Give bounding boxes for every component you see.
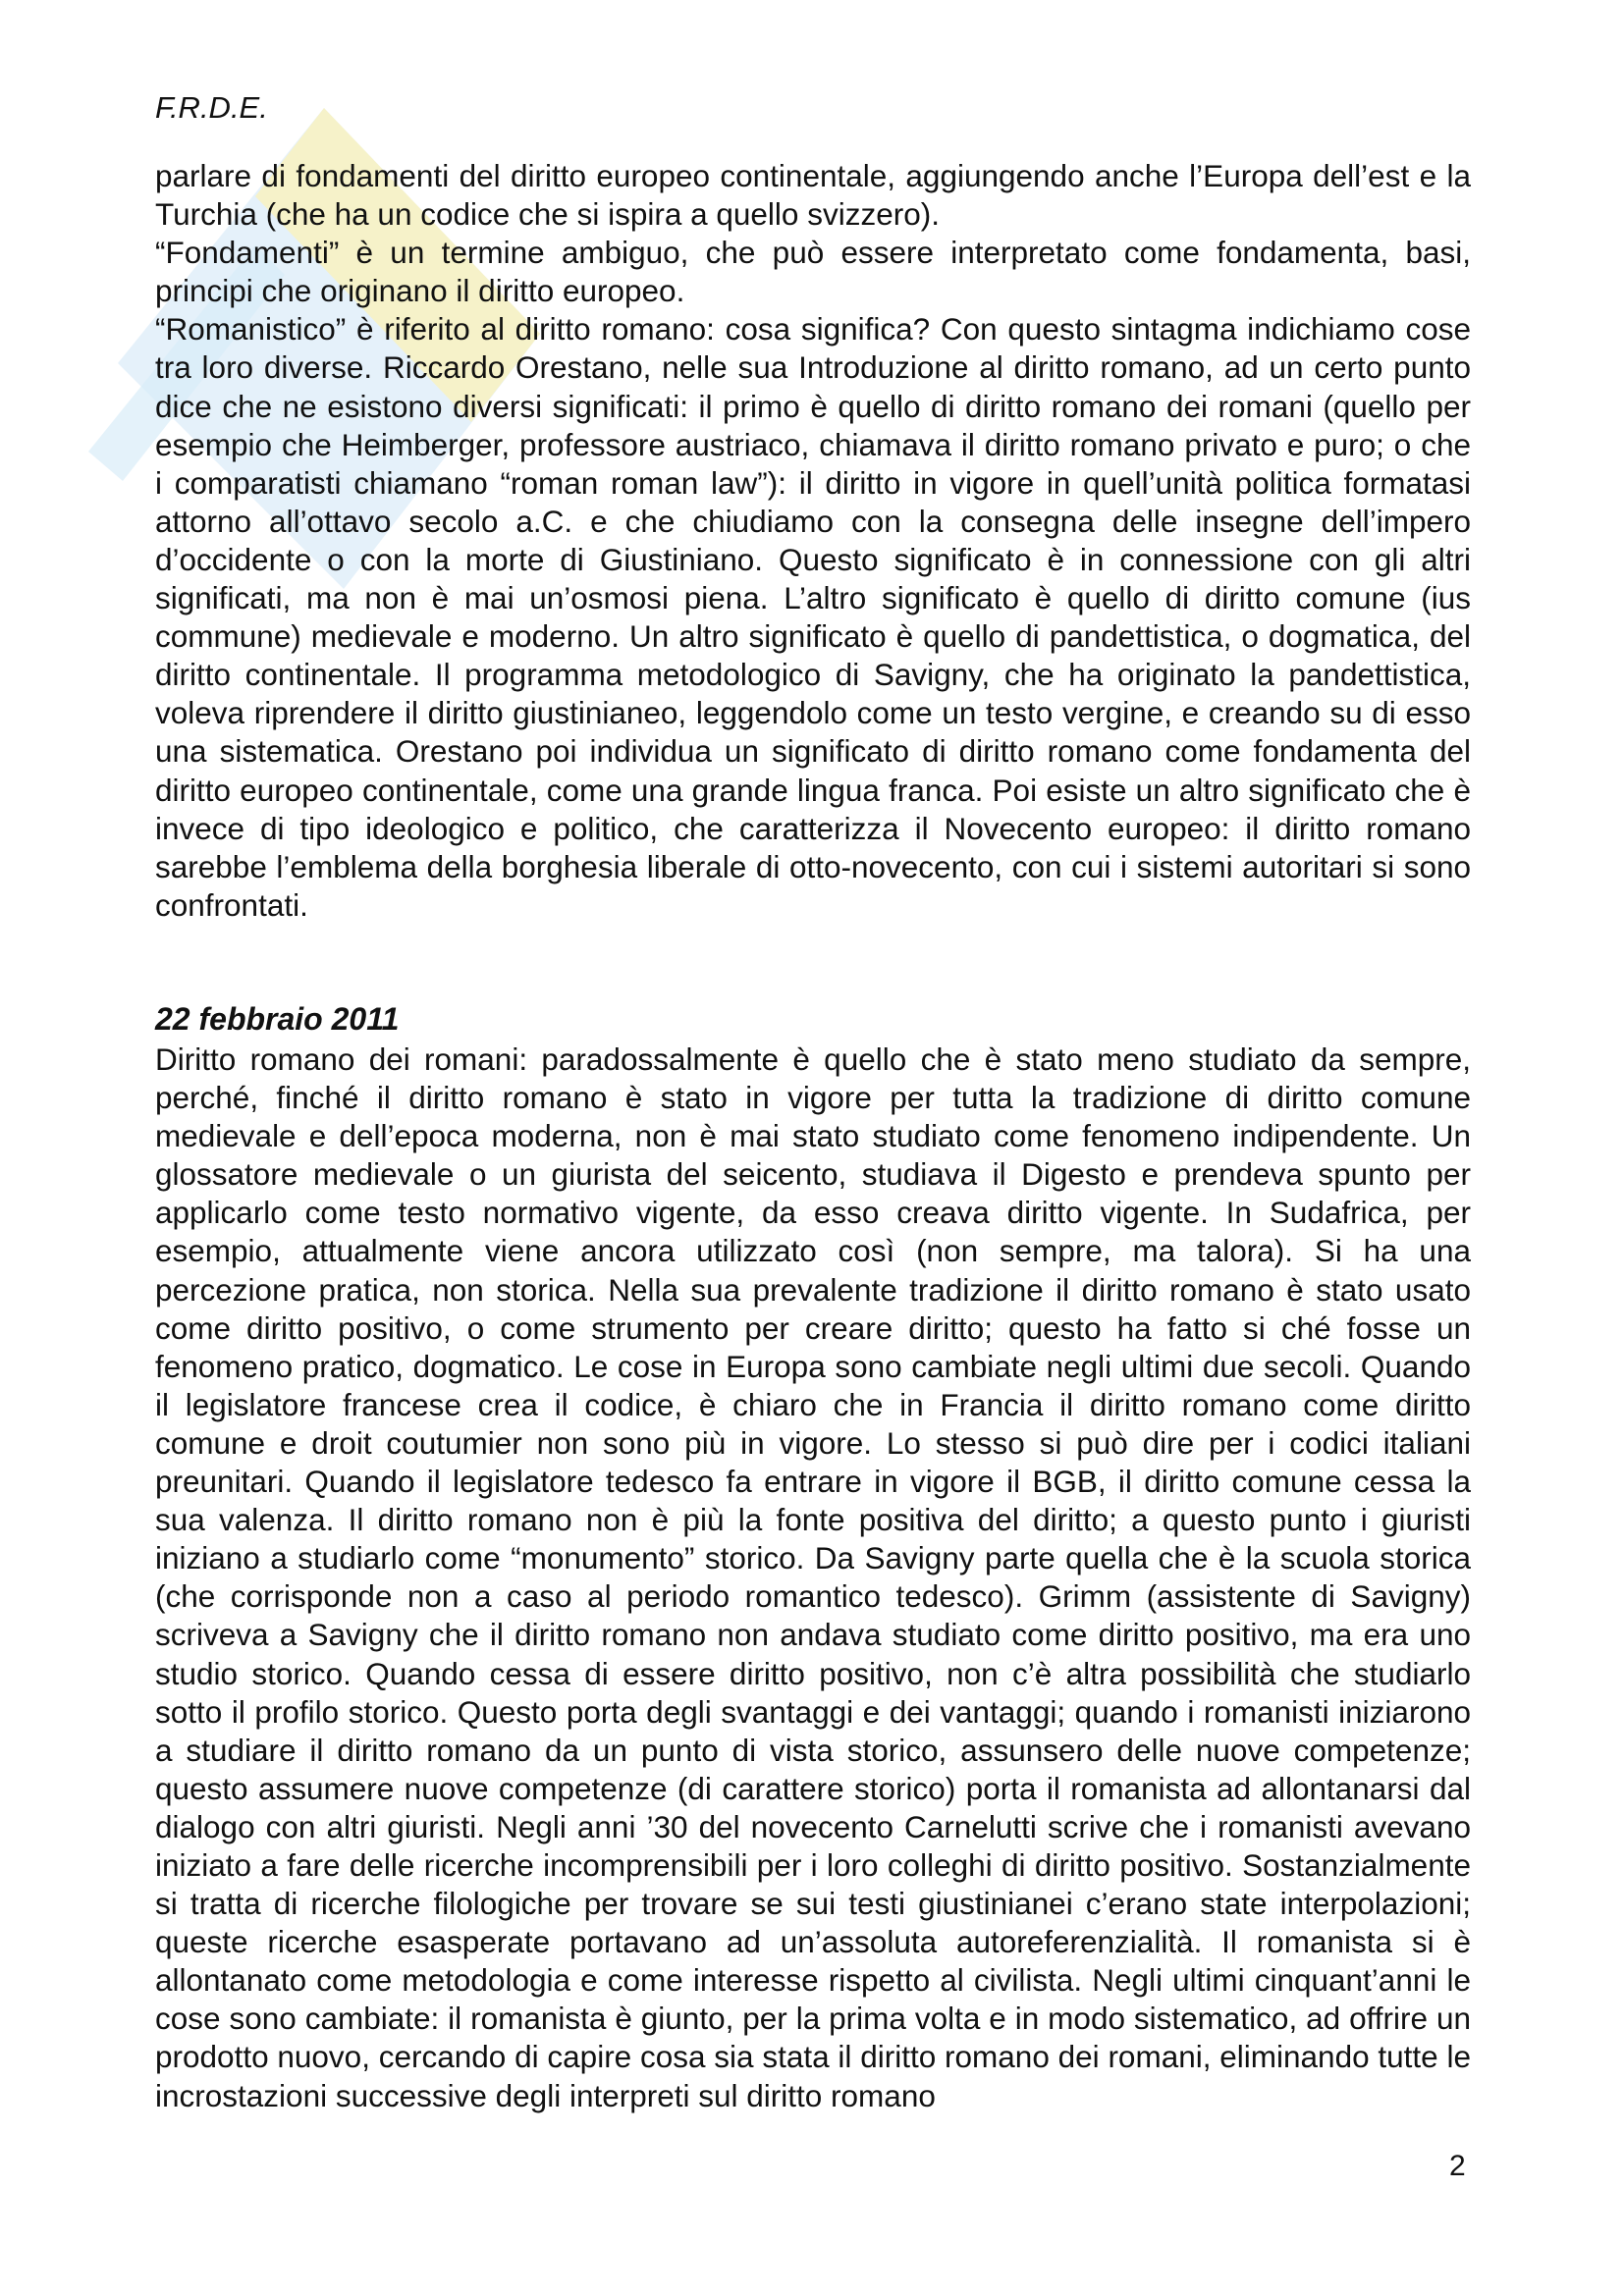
- paragraph: parlare di fondamenti del diritto europeo continentale, aggiungendo anche l’Europa dell’est e la Turchia (che ha un codice che si ispira a quello svizzero).: [155, 158, 1471, 233]
- paragraph: Diritto romano dei romani: paradossalmente è quello che è stato meno studiato da sempre, perché, finché il diritto romano è stato in vigore per tutta la tradizione di diritto comune medievale e dell’epoca moderna, non è mai stato studiato come fenomeno indipendente. Un glossatore medievale o un giurista del seicento, studiava il Digesto e prendeva spunto per applicarlo come testo normativo vigente, da esso creava diritto vigente. In Sudafrica, per esempio, attualmente viene ancora utilizzato così (non sempre, ma talora). Si ha una percezione pratica, non storica. Nella sua prevalente tradizione il diritto romano è stato usato come diritto positivo, o come strumento per creare diritto; questo ha fatto si ché fosse un fenomeno pratico, dogmatico. Le cose in Europa sono cambiate negli ultimi due secoli. Quando il legislatore francese crea il codice, è chiaro che in Francia il diritto romano come diritto comune e droit coutumier non sono più in vigore. Lo stesso si può dire per i codici italiani preunitari. Quando il legislatore tedesco fa entrare in vigore il BGB, il diritto comune cessa la sua valenza. Il diritto romano non è più la fonte positiva del diritto; a questo punto i giuristi iniziano a studiarlo come “monumento” storico. Da Savigny parte quella che è la scuola storica (che corrisponde non a caso al periodo romantico tedesco). Grimm (assistente di Savigny) scriveva a Savigny che il diritto romano non andava studiato come diritto positivo, ma era uno studio storico. Quando cessa di essere diritto positivo, non c’è altra possibilità che studiarlo sotto il profilo storico. Questo porta degli svantaggi e dei vantaggi; quando i romanisti iniziarono a studiare il diritto romano da un punto di vista storico, assunsero delle nuove competenze; questo assumere nuove competenze (di carattere storico) porta il romanista ad allontanarsi dal dialogo con altri giuristi. Negli anni ’30 del novecento Carnelutti scrive che i romanisti avevano iniziato a fare delle ricerche incomprensibili per i loro colleghi di diritto positivo. Sostanzialmente si tratta di ricerche filologiche per trovare se sui testi giustinianei c’erano state interpolazioni; queste ricerche esasperate portavano ad un’assoluta autoreferenzialità. Il romanista si è allontanato come metodologia e come interesse rispetto al civilista. Negli ultimi cinquant’anni le cose sono cambiate: il romanista è giunto, per la prima volta e in modo sistematico, ad offrire un prodotto nuovo, cercando di capire cosa sia stata il diritto romano dei romani, eliminando tutte le incrostazioni successive degli interpreti sul diritto romano: [155, 1041, 1471, 2113]
- date-heading: 22 febbraio 2011: [155, 1001, 400, 1037]
- text-block-lecture: [155, 1041, 1471, 2115]
- document-header: F.R.D.E.: [155, 90, 268, 125]
- page-number: 2: [1449, 2150, 1466, 2182]
- paragraph: “Romanistico” è riferito al diritto romano: cosa significa? Con questo sintagma indichiamo cose tra loro diverse. Riccardo Orestano, nelle sua Introduzione al diritto romano, ad un certo punto dice che ne esistono diversi significati: il primo è quello di diritto romano dei romani (quello per esempio che Heimberger, professore austriaco, chiamava il diritto romano privato e puro; o che i comparatisti chiamano “roman roman law”): il diritto in vigore in quell’unità politica formatasi attorno all’ottavo secolo a.C. e che chiudiamo con la consegna delle insegne dell’impero d’occidente o con la morte di Giustiniano. Questo significato è in connessione con gli altri significati, ma non è mai un’osmosi piena. L’altro significato è quello di diritto comune (ius commune) medievale e moderno. Un altro significato è quello di pandettistica, o dogmatica, del diritto continentale. Il programma metodologico di Savigny, che ha originato la pandettistica, voleva riprendere il diritto giustinianeo, leggendolo come un testo vergine, e creando su di esso una sistematica. Orestano poi individua un significato di diritto romano come fondamenta del diritto europeo continentale, come una grande lingua franca. Poi esiste un altro significato che è invece di tipo ideologico e politico, che caratterizza il Novecento europeo: il diritto romano sarebbe l’emblema della borghesia liberale di otto-novecento, con cui i sistemi autoritari si sono confrontati.: [155, 311, 1471, 923]
- paragraph: “Fondamenti” è un termine ambiguo, che può essere interpretato come fondamenta, basi, principi che originano il diritto europeo.: [155, 235, 1471, 309]
- text-block-intro: [155, 157, 1471, 925]
